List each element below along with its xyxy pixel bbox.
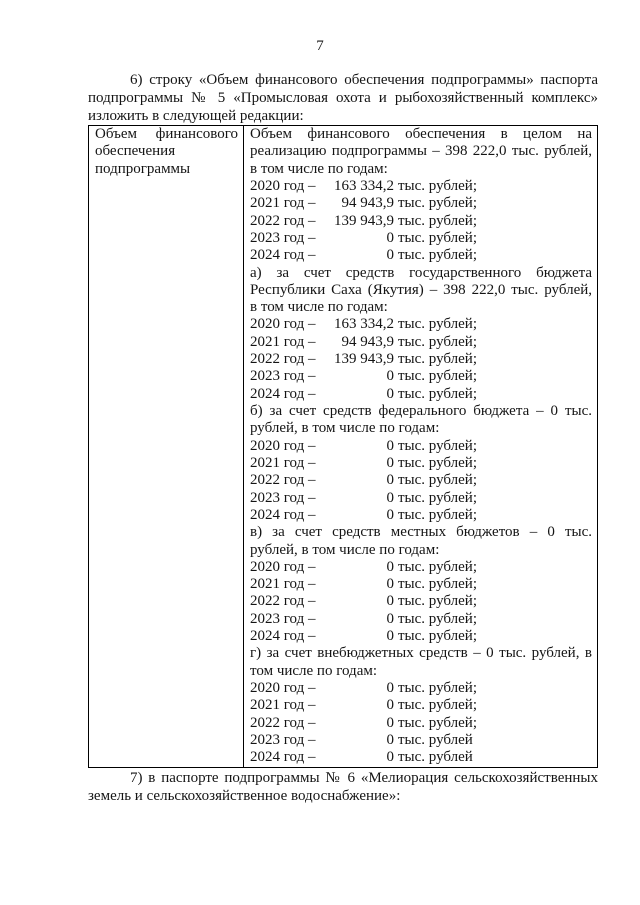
year-row — [250, 213, 592, 230]
item-7-paragraph — [88, 769, 598, 805]
amount: 163 334,2 — [334, 177, 394, 194]
year-row — [250, 247, 592, 264]
year-label: 2020 год – — [250, 437, 316, 454]
year-row — [250, 559, 592, 576]
year-label: 2024 год – — [250, 385, 316, 402]
year-label: 2023 год – — [250, 489, 316, 506]
unit: тыс. рублей; — [398, 437, 477, 454]
year-label: 2020 год – — [250, 316, 316, 333]
item-6-paragraph — [88, 71, 598, 125]
amount: 0 — [386, 454, 394, 471]
amount: 0 — [386, 368, 394, 385]
amount: 0 — [386, 714, 394, 731]
section-heading-line: в том числе по годам: — [250, 299, 388, 316]
amount: 0 — [386, 731, 394, 748]
year-label: 2021 год – — [250, 454, 316, 471]
year-row — [250, 368, 592, 385]
year-label: 2022 год – — [250, 472, 316, 489]
year-row — [250, 351, 592, 368]
unit: тыс. рублей; — [398, 212, 477, 229]
amount: 94 943,9 — [341, 195, 394, 212]
amount: 163 334,2 — [334, 316, 394, 333]
item-6-line: изложить в следующей редакции: — [88, 108, 304, 124]
unit: тыс. рублей; — [398, 351, 477, 368]
year-label: 2024 год – — [250, 749, 316, 766]
amount: 0 — [386, 610, 394, 627]
funding-section-total — [250, 126, 592, 265]
table-label-cell — [89, 126, 244, 767]
amount: 0 — [386, 749, 394, 766]
amount: 0 — [386, 680, 394, 696]
year-label: 2021 год – — [250, 195, 316, 212]
year-row — [250, 697, 592, 714]
year-label: 2024 год – — [250, 628, 316, 645]
section-heading-line: б) за счет средств федерального бюджета – 0 тыс. — [250, 403, 592, 419]
unit: тыс. рублей; — [398, 558, 477, 575]
amount: 0 — [386, 247, 394, 264]
unit: тыс. рублей; — [398, 489, 477, 506]
year-row — [250, 472, 592, 489]
unit: тыс. рублей; — [398, 714, 477, 731]
year-label: 2024 год – — [250, 506, 316, 523]
funding-section-state-budget — [250, 265, 592, 404]
unit: тыс. рублей; — [398, 177, 477, 194]
label-line: обеспечения — [95, 143, 176, 160]
year-row — [250, 749, 592, 766]
year-label: 2022 год – — [250, 593, 316, 610]
year-row — [250, 195, 592, 212]
unit: тыс. рублей; — [398, 385, 477, 402]
section-heading-line: Республики Саха (Якутия) – 398 222,0 тыс. рублей, — [250, 281, 592, 298]
year-label: 2023 год – — [250, 368, 316, 385]
unit: тыс. рублей; — [398, 454, 477, 471]
unit: тыс. рублей; — [398, 472, 477, 489]
section-heading-line: в) за счет средств местных бюджетов – 0 тыс. — [250, 524, 592, 541]
unit: тыс. рублей; — [398, 316, 477, 333]
year-row — [250, 680, 592, 697]
funding-table — [88, 125, 598, 768]
year-row — [250, 628, 592, 645]
unit: тыс. рублей; — [398, 576, 477, 593]
year-label: 2021 год – — [250, 576, 316, 593]
section-heading-line: рублей, в том числе по годам: — [250, 541, 440, 558]
section-heading-line: реализацию подпрограммы – 398 222,0 тыс. рублей, — [250, 143, 592, 160]
year-row — [250, 178, 592, 195]
amount: 139 943,9 — [334, 212, 394, 229]
label-line: подпрограммы — [95, 160, 191, 177]
label-line: Объем финансового — [95, 126, 238, 142]
year-row — [250, 386, 592, 403]
unit: тыс. рублей; — [398, 680, 477, 696]
unit: тыс. рублей; — [398, 593, 477, 610]
table-value-cell — [244, 126, 597, 767]
amount: 0 — [386, 697, 394, 714]
year-row — [250, 611, 592, 628]
year-row — [250, 732, 592, 749]
item-6-line: подпрограммы № 5 «Промысловая охота и рыбохозяйственный комплекс» — [88, 90, 598, 106]
unit: тыс. рублей; — [398, 697, 477, 714]
year-row — [250, 455, 592, 472]
unit: тыс. рублей — [398, 731, 473, 748]
year-label: 2020 год – — [250, 558, 316, 575]
amount: 0 — [386, 506, 394, 523]
year-label: 2020 год – — [250, 680, 316, 696]
year-row — [250, 593, 592, 610]
funding-section-local-budgets — [250, 524, 592, 645]
amount: 0 — [386, 489, 394, 506]
unit: тыс. рублей; — [398, 368, 477, 385]
section-heading-line: г) за счет внебюджетных средств – 0 тыс. рублей, в — [250, 645, 592, 662]
year-label: 2021 год – — [250, 333, 316, 350]
year-row — [250, 438, 592, 455]
unit: тыс. рублей — [398, 749, 473, 766]
amount: 139 943,9 — [334, 351, 394, 368]
year-label: 2020 год – — [250, 177, 316, 194]
year-label: 2022 год – — [250, 351, 316, 368]
section-heading-line: том числе по годам: — [250, 662, 378, 679]
year-row — [250, 715, 592, 732]
amount: 94 943,9 — [341, 333, 394, 350]
funding-section-federal-budget — [250, 403, 592, 524]
amount: 0 — [386, 472, 394, 489]
year-row — [250, 576, 592, 593]
year-label: 2023 год – — [250, 610, 316, 627]
unit: тыс. рублей; — [398, 610, 477, 627]
page-number: 7 — [316, 38, 324, 54]
year-row — [250, 316, 592, 333]
year-row — [250, 490, 592, 507]
year-row — [250, 507, 592, 524]
unit: тыс. рублей; — [398, 195, 477, 212]
year-label: 2024 год – — [250, 247, 316, 264]
funding-section-extra-budgetary — [250, 645, 592, 766]
amount: 0 — [386, 628, 394, 645]
section-heading-line: в том числе по годам: — [250, 160, 388, 177]
section-heading-line: рублей, в том числе по годам: — [250, 420, 440, 437]
year-label: 2022 год – — [250, 212, 316, 229]
amount: 0 — [386, 576, 394, 593]
year-label: 2023 год – — [250, 229, 316, 246]
unit: тыс. рублей; — [398, 229, 477, 246]
unit: тыс. рублей; — [398, 506, 477, 523]
year-label: 2021 год – — [250, 697, 316, 714]
amount: 0 — [386, 385, 394, 402]
amount: 0 — [386, 437, 394, 454]
unit: тыс. рублей; — [398, 247, 477, 264]
item-7-line: земель и сельскохозяйственное водоснабжение»: — [88, 788, 401, 804]
year-label: 2023 год – — [250, 731, 316, 748]
amount: 0 — [386, 593, 394, 610]
unit: тыс. рублей; — [398, 628, 477, 645]
year-label: 2022 год – — [250, 714, 316, 731]
year-row — [250, 230, 592, 247]
unit: тыс. рублей; — [398, 333, 477, 350]
section-heading-line: Объем финансового обеспечения в целом на — [250, 126, 592, 142]
item-7-line: 7) в паспорте подпрограммы № 6 «Мелиорация сельскохозяйственных — [130, 770, 598, 786]
amount: 0 — [386, 229, 394, 246]
section-heading-line: а) за счет средств государственного бюджета — [250, 264, 592, 281]
amount: 0 — [386, 558, 394, 575]
year-row — [250, 334, 592, 351]
item-6-line: 6) строку «Объем финансового обеспечения подпрограммы» паспорта — [130, 72, 598, 88]
